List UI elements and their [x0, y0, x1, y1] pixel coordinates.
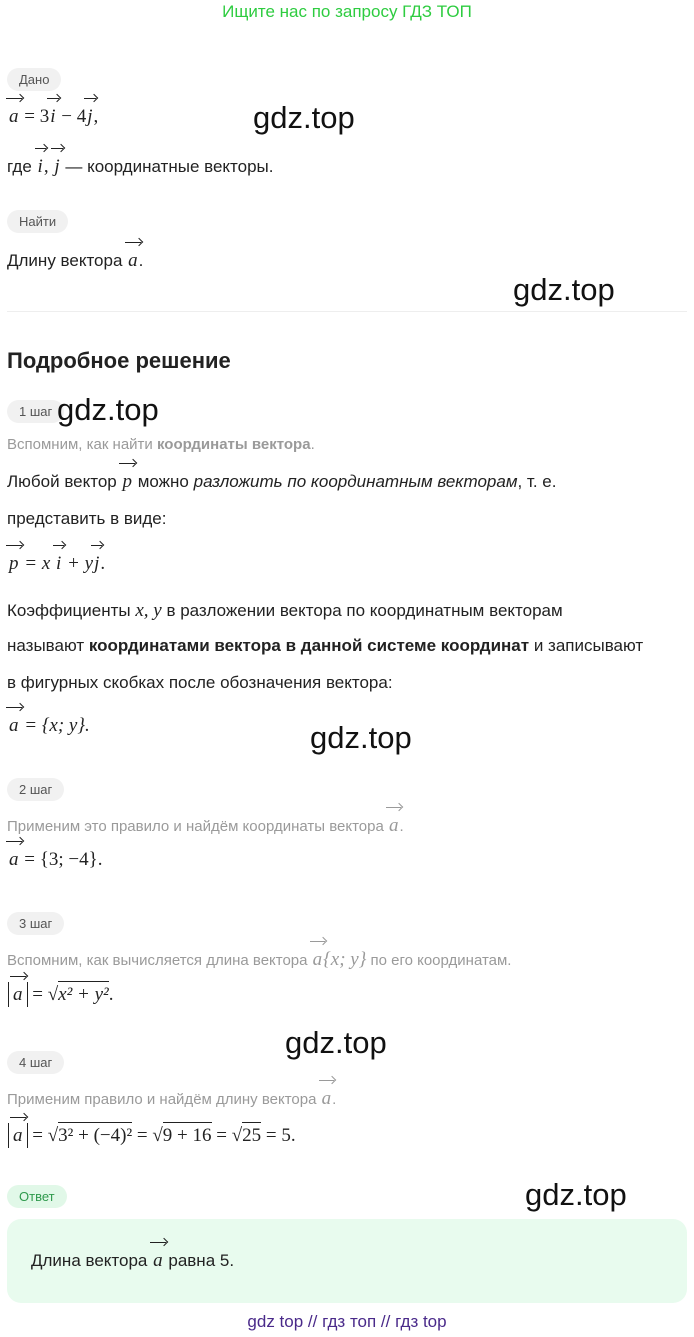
watermark: gdz.top	[285, 1025, 387, 1060]
step-1-label-pill	[7, 400, 64, 423]
step-3-intro: Вспомним, как вычисляется длина вектора a{x; y} по его координатам.	[7, 949, 512, 970]
top-banner: Ищите нас по запросу ГДЗ ТОП	[222, 2, 472, 21]
step-4-formula: a = √3² + (−4)² = √9 + 16 = √25 = 5.	[8, 1125, 296, 1147]
sqrt-sign: √	[47, 1125, 59, 1146]
step-2-label: 2 шаг	[7, 778, 64, 801]
abs-bars	[8, 1123, 28, 1148]
vector-a: a	[13, 1125, 23, 1146]
step-1-formula-1: p = x i + yj.	[9, 553, 106, 574]
vector-j: j	[94, 553, 100, 574]
step-2-formula: a = {3; −4}.	[9, 849, 103, 870]
find-text: Длину вектора a.	[7, 250, 144, 271]
vector-i: i	[50, 106, 56, 127]
vector-a: a	[128, 250, 138, 271]
vector-a: a	[312, 949, 323, 970]
step-1-paragraph-1b: представить в виде:	[7, 509, 167, 528]
given-formula: a = 3i − 4j,	[9, 106, 99, 127]
step-1-paragraph-2b: называют координатами вектора в данной системе координат и записывают	[7, 636, 644, 655]
watermark: gdz.top	[57, 392, 159, 427]
sqrt-sign: √	[47, 984, 59, 1005]
footer: gdz top // гдз топ // гдз top	[247, 1312, 447, 1331]
answer-label: Ответ	[7, 1185, 67, 1208]
vector-i: i	[56, 553, 62, 574]
step-4-label-pill	[7, 1051, 64, 1074]
watermark: gdz.top	[310, 720, 412, 755]
watermark: gdz.top	[525, 1177, 627, 1212]
vector-a: a	[321, 1088, 332, 1109]
radicand: x² + y²	[58, 981, 109, 1005]
radicand: 25	[242, 1122, 261, 1146]
step-3-formula: a = √x² + y².	[8, 984, 114, 1006]
step-2-intro: Применим это правило и найдём координаты вектора a.	[7, 815, 404, 836]
step-1-paragraph-2c: в фигурных скобках после обозначения вектора:	[7, 673, 393, 692]
vector-j: j	[54, 156, 60, 177]
answer-label-pill	[7, 1185, 67, 1208]
vector-a: a	[13, 984, 23, 1005]
step-1-paragraph-1: Любой вектор p можно разложить по координатным векторам, т. е.	[7, 471, 557, 492]
radicand: 3² + (−4)²	[58, 1122, 132, 1146]
watermark: gdz.top	[513, 272, 615, 307]
step-3-label: 3 шаг	[7, 912, 64, 935]
watermark: gdz.top	[253, 100, 355, 135]
vector-j: j	[87, 106, 93, 127]
vector-a: a	[9, 715, 19, 736]
answer-box	[7, 1219, 687, 1303]
given-label: Дано	[7, 68, 61, 91]
abs-bars	[8, 982, 28, 1007]
step-1-formula-2: a = {x; y}.	[9, 715, 90, 736]
step-1-intro: Вспомним, как найти координаты вектора.	[7, 436, 315, 453]
vector-a: a	[9, 849, 19, 870]
step-2-label-pill	[7, 778, 64, 801]
step-4-intro: Применим правило и найдём длину вектора a.	[7, 1088, 337, 1109]
given-where-line: где i, j — координатные векторы.	[7, 156, 274, 177]
divider	[7, 311, 687, 312]
vector-a: a	[388, 815, 399, 836]
vector-a: a	[9, 106, 19, 127]
step-1-label: 1 шаг	[7, 400, 64, 423]
radicand: 9 + 16	[163, 1122, 212, 1146]
step-3-label-pill	[7, 912, 64, 935]
vector-i: i	[37, 156, 43, 177]
vector-p: p	[122, 471, 132, 492]
vector-a: a	[153, 1250, 163, 1271]
step-1-paragraph-2: Коэффициенты x, y в разложении вектора по координатным векторам	[7, 600, 563, 621]
solution-title: Подробное решение	[7, 348, 231, 373]
find-label-pill	[7, 210, 68, 233]
step-4-label: 4 шаг	[7, 1051, 64, 1074]
answer-text: Длина вектора a равна 5.	[31, 1250, 235, 1271]
given-label-pill	[7, 68, 61, 91]
sqrt-sign: √	[152, 1125, 163, 1146]
vector-p: p	[9, 553, 19, 574]
sqrt-sign: √	[231, 1125, 243, 1146]
find-label: Найти	[7, 210, 68, 233]
